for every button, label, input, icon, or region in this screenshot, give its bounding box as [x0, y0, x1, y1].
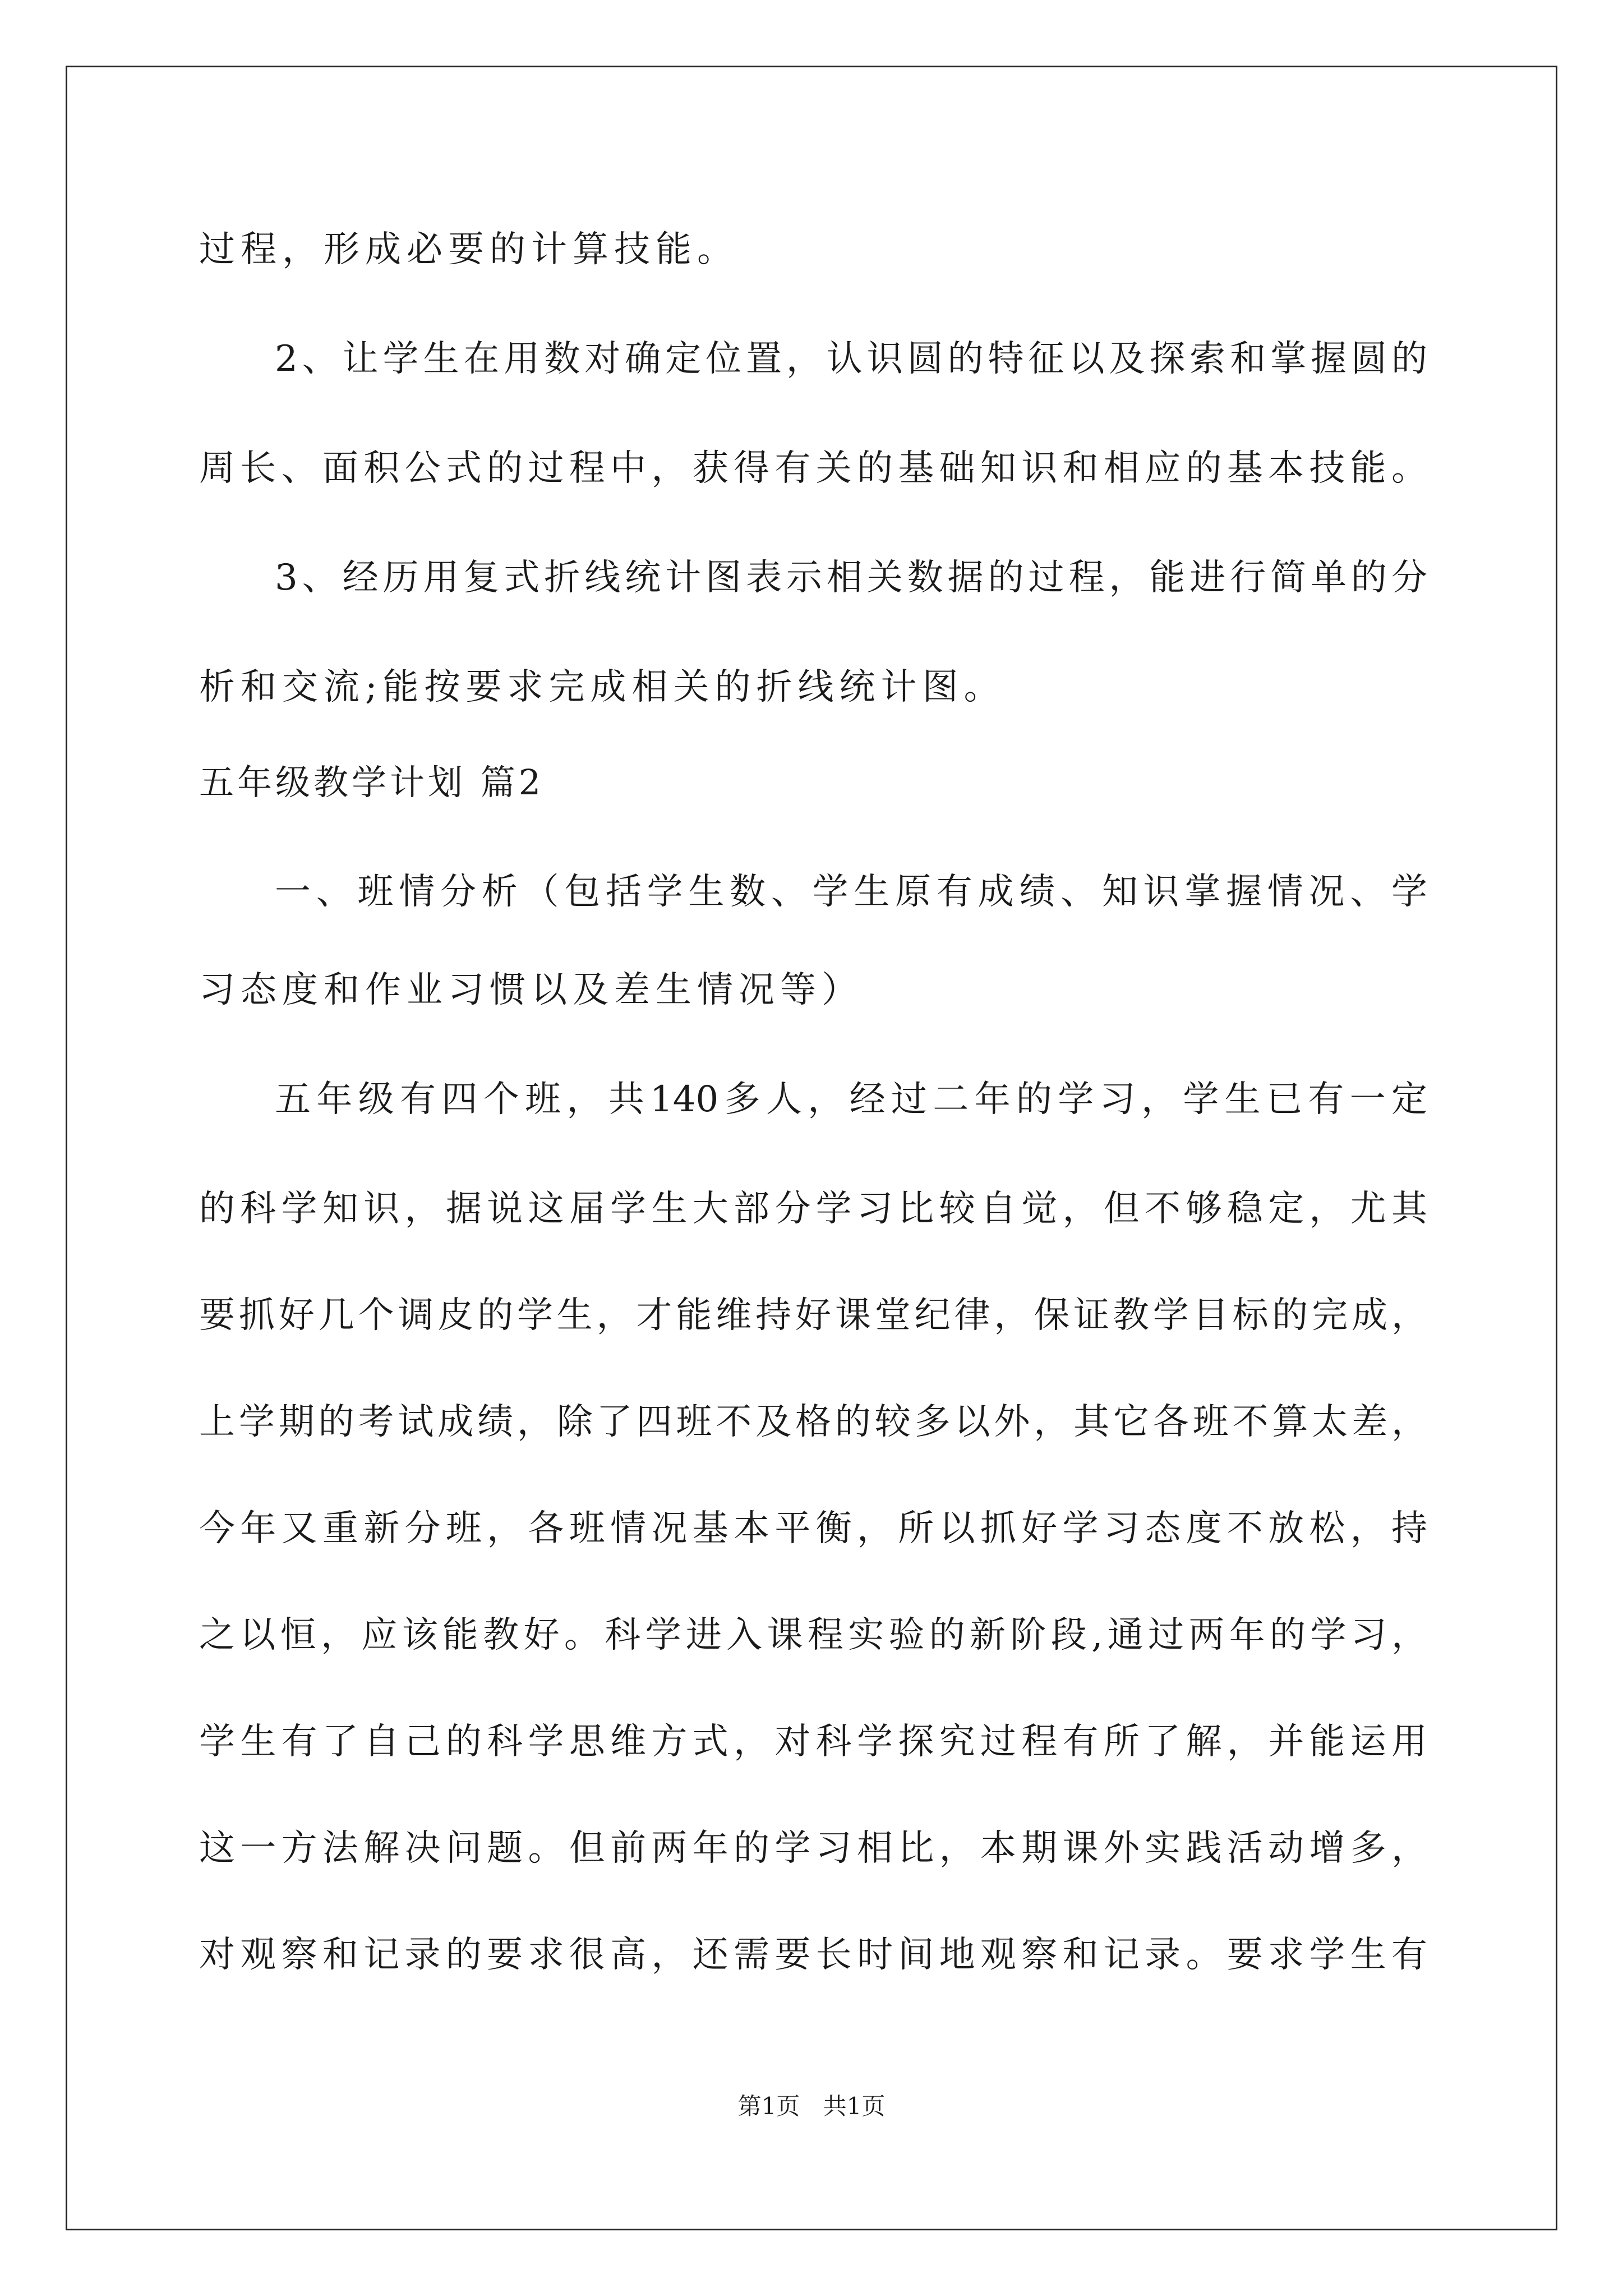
paragraph-line: 过程，形成必要的计算技能。: [199, 229, 739, 270]
paragraph-line: 的科学知识，据说这届学生大部分学习比较自觉，但不够稳定，尤其: [199, 1188, 1427, 1230]
page-footer: [0, 2092, 1623, 2120]
paragraph-line: 2、让学生在用数对确定位置，认识圆的特征以及探索和掌握圆的: [275, 338, 1427, 380]
paragraph-line: 学生有了自己的科学思维方式，对科学探究过程有所了解，并能运用: [199, 1721, 1427, 1763]
paragraph-line: 析和交流;能按要求完成相关的折线统计图。: [199, 666, 1006, 708]
paragraph-line: 今年又重新分班，各班情况基本平衡，所以抓好学习态度不放松，持: [199, 1508, 1427, 1549]
page-number: 第1页: [737, 2092, 800, 2120]
paragraph-line: 上学期的考试成绩，除了四班不及格的较多以外，其它各班不算太差，: [199, 1401, 1427, 1443]
page-border: [66, 66, 1557, 2230]
paragraph-line: 习态度和作业习惯以及差生情况等）: [199, 969, 863, 1011]
paragraph-line: 对观察和记录的要求很高，还需要长时间地观察和记录。要求学生有: [199, 1934, 1427, 1976]
page-total: 共1页: [823, 2092, 886, 2120]
paragraph-line: 3、经历用复式折线统计图表示相关数据的过程，能进行简单的分: [275, 557, 1427, 599]
paragraph-line: 之以恒，应该能教好。科学进入课程实验的新阶段,通过两年的学习，: [199, 1614, 1427, 1656]
paragraph-line: 五年级有四个班，共140多人，经过二年的学习，学生已有一定: [275, 1079, 1427, 1120]
paragraph-line: 这一方法解决问题。但前两年的学习相比，本期课外实践活动增多，: [199, 1828, 1427, 1869]
paragraph-line: 要抓好几个调皮的学生，才能维持好课堂纪律，保证教学目标的完成，: [199, 1295, 1427, 1336]
section-heading: 五年级教学计划 篇2: [199, 762, 545, 803]
paragraph-line: 周长、面积公式的过程中，获得有关的基础知识和相应的基本技能。: [199, 448, 1427, 489]
paragraph-line: 一、班情分析（包括学生数、学生原有成绩、知识掌握情况、学: [275, 871, 1427, 913]
